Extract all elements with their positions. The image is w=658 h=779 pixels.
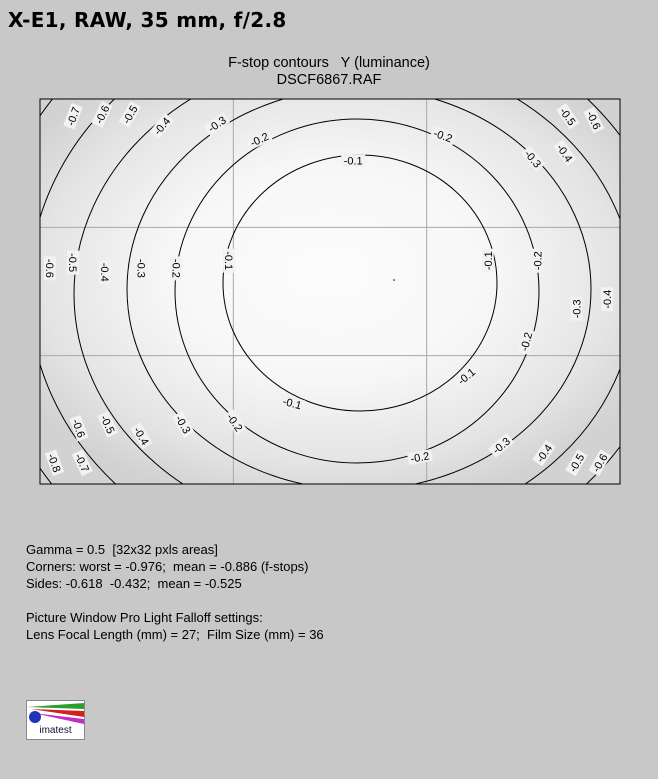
svg-text:-0.3: -0.3 bbox=[490, 435, 513, 457]
svg-text:-0.2: -0.2 bbox=[409, 450, 431, 466]
svg-text:-0.2: -0.2 bbox=[223, 411, 245, 435]
page-title: X-E1, RAW, 35 mm, f/2.8 bbox=[8, 8, 287, 32]
svg-text:-0.1: -0.1 bbox=[222, 251, 235, 271]
svg-text:-0.4: -0.4 bbox=[553, 142, 575, 165]
pwp-heading: Picture Window Pro Light Falloff settings: bbox=[26, 610, 263, 625]
svg-text:-0.4: -0.4 bbox=[97, 262, 110, 282]
svg-text:-0.3: -0.3 bbox=[571, 299, 584, 319]
svg-text:-0.1: -0.1 bbox=[455, 366, 479, 388]
svg-text:-0.6: -0.6 bbox=[42, 258, 55, 278]
center-marker bbox=[393, 279, 395, 281]
contour-label bbox=[135, 256, 148, 280]
contour-label bbox=[482, 249, 495, 273]
svg-text:-0.2: -0.2 bbox=[518, 331, 536, 353]
svg-text:-0.6: -0.6 bbox=[583, 109, 603, 132]
svg-text:-0.7: -0.7 bbox=[65, 105, 83, 128]
svg-text:-0.6: -0.6 bbox=[69, 417, 87, 440]
svg-text:-0.2: -0.2 bbox=[532, 251, 545, 271]
svg-text:-0.7: -0.7 bbox=[71, 452, 91, 475]
chart-subtitle: DSCF6867.RAF bbox=[276, 72, 382, 88]
contour-label bbox=[601, 287, 614, 311]
imatest-logo-text: imatest bbox=[39, 725, 72, 736]
svg-text:-0.3: -0.3 bbox=[206, 114, 229, 136]
contour-label bbox=[43, 256, 56, 280]
contour-label bbox=[532, 249, 545, 273]
chart-title: F-stop contours Y (luminance) bbox=[228, 55, 430, 71]
sides-text: Sides: -0.618 -0.432; mean = -0.525 bbox=[26, 576, 242, 591]
svg-text:-0.1: -0.1 bbox=[281, 395, 303, 413]
svg-text:-0.2: -0.2 bbox=[431, 127, 454, 146]
svg-text:-0.4: -0.4 bbox=[534, 442, 556, 465]
svg-text:-0.2: -0.2 bbox=[248, 130, 271, 150]
svg-text:-0.6: -0.6 bbox=[93, 103, 113, 126]
svg-text:-0.4: -0.4 bbox=[130, 425, 151, 448]
svg-text:-0.1: -0.1 bbox=[482, 251, 495, 271]
svg-text:-0.5: -0.5 bbox=[97, 413, 117, 436]
svg-text:-0.8: -0.8 bbox=[44, 452, 63, 475]
svg-text:-0.5: -0.5 bbox=[120, 103, 141, 127]
svg-text:-0.3: -0.3 bbox=[134, 258, 147, 278]
svg-text:-0.5: -0.5 bbox=[556, 105, 578, 129]
svg-text:-0.4: -0.4 bbox=[151, 115, 174, 138]
contour-label bbox=[98, 260, 111, 284]
gamma-text: Gamma = 0.5 [32x32 pxls areas] bbox=[26, 542, 218, 557]
svg-text:-0.1: -0.1 bbox=[343, 155, 363, 168]
contour-label bbox=[571, 297, 584, 321]
svg-text:-0.6: -0.6 bbox=[590, 452, 611, 475]
contour-label bbox=[169, 256, 182, 280]
pwp-values: Lens Focal Length (mm) = 27; Film Size (mm) = 36 bbox=[26, 627, 324, 642]
contour-label bbox=[222, 249, 235, 273]
contour-label bbox=[66, 251, 79, 275]
svg-text:-0.3: -0.3 bbox=[172, 413, 193, 437]
svg-text:-0.4: -0.4 bbox=[602, 289, 615, 309]
info-block bbox=[26, 541, 324, 643]
imatest-logo bbox=[26, 700, 85, 740]
svg-text:-0.2: -0.2 bbox=[169, 258, 182, 278]
svg-text:-0.5: -0.5 bbox=[567, 452, 588, 475]
contour-label bbox=[341, 155, 365, 168]
svg-text:-0.5: -0.5 bbox=[66, 253, 79, 273]
svg-text:-0.3: -0.3 bbox=[521, 148, 543, 171]
corners-text: Corners: worst = -0.976; mean = -0.886 (f-stops) bbox=[26, 559, 309, 574]
